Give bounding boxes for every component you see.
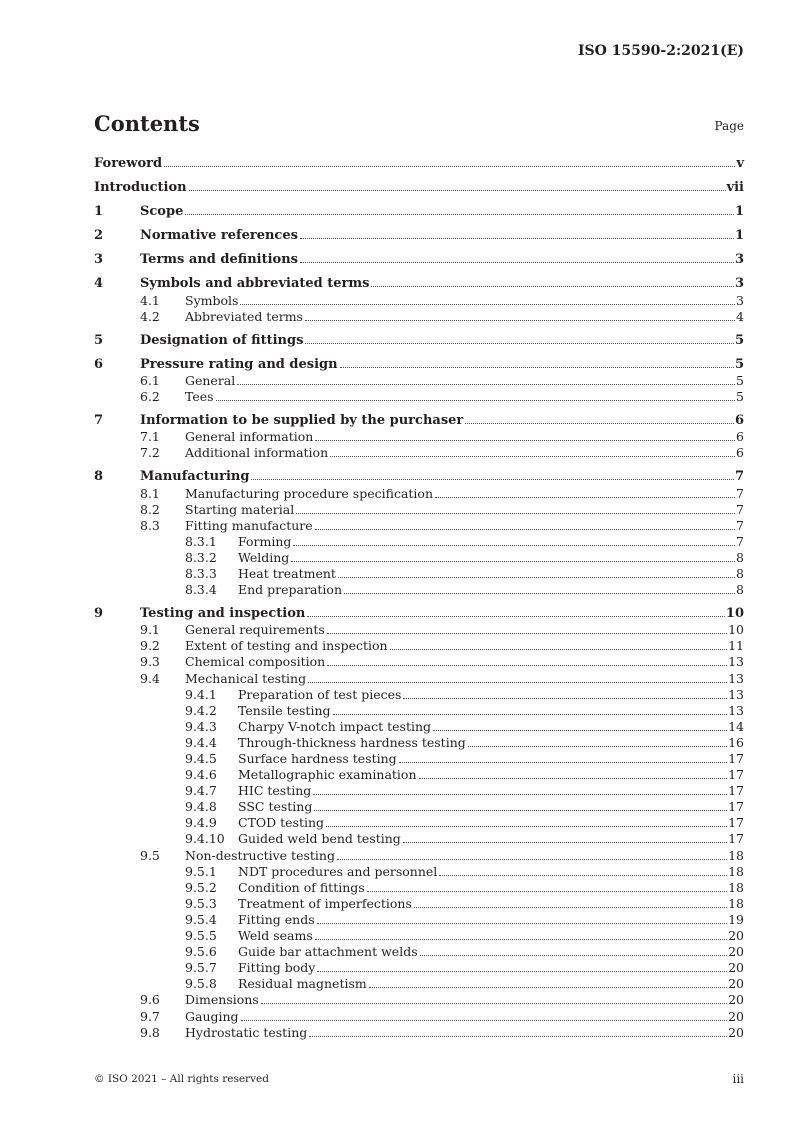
toc-entry-page: 19 (728, 911, 744, 927)
toc-entry[interactable] (94, 654, 744, 670)
table-of-contents (94, 156, 744, 1041)
toc-entry-page: 13 (728, 686, 744, 702)
toc-entry[interactable] (94, 992, 744, 1008)
toc-entry-title: Designation of fittings (140, 332, 304, 348)
toc-entry-number: 8.2 (140, 501, 160, 517)
toc-entry[interactable] (94, 783, 744, 799)
toc-entry-page: 7 (736, 501, 744, 517)
toc-entry[interactable] (94, 518, 744, 534)
toc-entry-number: 9.4.2 (185, 702, 217, 718)
toc-entry[interactable] (94, 912, 744, 928)
toc-entry-title: Extent of testing and inspection (185, 638, 388, 654)
dot-leader (420, 955, 727, 956)
dot-leader (390, 649, 728, 650)
toc-entry-number: 3 (94, 252, 104, 268)
page-column-label: Page (714, 119, 744, 133)
toc-entry-number: 9.5.1 (185, 863, 217, 879)
toc-entry-number: 4.1 (140, 292, 160, 308)
dot-leader (240, 304, 735, 305)
dot-leader (185, 214, 734, 215)
toc-entry-title: Weld seams (238, 928, 313, 944)
toc-entry-page: 6 (734, 413, 744, 429)
toc-entry-page: 6 (736, 429, 744, 445)
toc-entry-number: 9.5 (140, 847, 160, 863)
toc-entry-number: 9.8 (140, 1024, 160, 1040)
toc-entry-number: 9.2 (140, 638, 160, 654)
dot-leader (419, 778, 728, 779)
toc-entry[interactable] (94, 671, 744, 687)
dot-leader (164, 166, 735, 167)
toc-entry-page: 13 (728, 702, 744, 718)
dot-leader (465, 423, 734, 424)
toc-entry-number: 9.4.4 (185, 734, 217, 750)
toc-entry-page: 14 (728, 718, 744, 734)
toc-entry-number: 9.5.7 (185, 960, 217, 976)
toc-entry-page: 5 (734, 356, 744, 372)
toc-entry-page: 10 (725, 606, 744, 622)
toc-entry-page: 5 (734, 332, 744, 348)
toc-entry-page: 3 (734, 252, 744, 268)
toc-entry-title: NDT procedures and personnel (238, 863, 438, 879)
toc-entry-title: Pressure rating and design (140, 356, 338, 372)
toc-entry[interactable] (94, 309, 744, 325)
toc-entry-number: 9.4.7 (185, 783, 217, 799)
toc-entry-number: 7 (94, 413, 104, 429)
dot-leader (305, 320, 735, 321)
toc-entry-number: 9.4.3 (185, 718, 217, 734)
toc-entry[interactable] (94, 486, 744, 502)
toc-entry-number: 9.4.1 (185, 686, 217, 702)
toc-entry-title: Treatment of imperfections (238, 895, 412, 911)
dot-leader (261, 1003, 727, 1004)
toc-entry-title: Symbols and abbreviated terms (140, 276, 370, 292)
toc-entry-number: 9.5.5 (185, 928, 217, 944)
toc-entry-page: 20 (728, 1008, 744, 1024)
toc-entry-title: General (185, 372, 236, 388)
dot-leader (403, 842, 727, 843)
dot-leader (313, 794, 727, 795)
dot-leader (308, 682, 727, 683)
toc-entry[interactable] (94, 960, 744, 976)
toc-entry-page: 10 (728, 622, 744, 638)
toc-entry-page: 7 (736, 485, 744, 501)
toc-entry-page: 1 (734, 228, 744, 244)
toc-entry-title: Introduction (94, 180, 187, 196)
toc-entry[interactable] (94, 976, 744, 992)
toc-entry-page: 20 (728, 944, 744, 960)
toc-entry-title: Charpy V-notch impact testing (238, 718, 432, 734)
toc-entry-title: SSC testing (238, 799, 313, 815)
toc-entry-page: 20 (728, 928, 744, 944)
toc-entry[interactable] (94, 550, 744, 566)
dot-leader (433, 730, 727, 731)
toc-entry-title: Mechanical testing (185, 670, 307, 686)
dot-leader (435, 497, 735, 498)
dot-leader (291, 561, 735, 562)
toc-entry[interactable] (94, 445, 744, 461)
toc-entry-page: 5 (736, 389, 744, 405)
toc-entry-number: 9.6 (140, 992, 160, 1008)
toc-entry[interactable] (94, 767, 744, 783)
toc-entry-title: Testing and inspection (140, 606, 306, 622)
toc-entry-page: 3 (736, 292, 744, 308)
toc-entry[interactable] (94, 622, 744, 638)
toc-entry[interactable] (94, 928, 744, 944)
toc-entry[interactable] (94, 156, 744, 172)
toc-entry-page: 7 (736, 533, 744, 549)
toc-entry-number: 7.1 (140, 429, 160, 445)
toc-entry[interactable] (94, 469, 744, 485)
toc-entry[interactable] (94, 357, 744, 373)
toc-entry-page: 5 (736, 372, 744, 388)
dot-leader (315, 939, 727, 940)
document-id: ISO 15590-2:2021(E) (577, 43, 744, 59)
toc-entry-title: Residual magnetism (238, 976, 367, 992)
toc-entry[interactable] (94, 333, 744, 349)
toc-entry-title: CTOD testing (238, 815, 325, 831)
toc-entry[interactable] (94, 848, 744, 864)
toc-entry-page: 20 (728, 1024, 744, 1040)
toc-entry[interactable] (94, 204, 744, 220)
toc-entry-number: 9.5.3 (185, 895, 217, 911)
page-title: Contents (94, 111, 200, 136)
toc-entry[interactable] (94, 799, 744, 815)
toc-entry[interactable] (94, 566, 744, 582)
toc-entry-number: 4 (94, 276, 104, 292)
toc-entry[interactable] (94, 502, 744, 518)
toc-entry-title: Fitting manufacture (185, 517, 313, 533)
toc-entry[interactable] (94, 582, 744, 598)
dot-leader (367, 891, 727, 892)
toc-entry[interactable] (94, 276, 744, 292)
toc-entry-number: 8.3.1 (185, 533, 217, 549)
toc-entry[interactable] (94, 373, 744, 389)
toc-entry-title: Foreword (94, 156, 163, 171)
toc-entry[interactable] (94, 606, 744, 622)
toc-entry-number: 8 (94, 469, 104, 485)
toc-entry-page: 17 (728, 783, 744, 799)
toc-entry-number: 6.1 (140, 372, 160, 388)
toc-entry[interactable] (94, 751, 744, 767)
toc-entry-number: 9.4.8 (185, 799, 217, 815)
toc-entry-title: Normative references (140, 228, 298, 244)
toc-entry-page: 4 (736, 308, 744, 324)
dot-leader (340, 367, 734, 368)
toc-entry-number: 1 (94, 204, 104, 220)
toc-entry-page: 13 (728, 670, 744, 686)
dot-leader (300, 238, 734, 239)
toc-entry-page: 16 (728, 734, 744, 750)
toc-entry-page: 1 (734, 204, 744, 220)
dot-leader (251, 479, 734, 480)
toc-entry-page: 17 (728, 767, 744, 783)
toc-entry[interactable] (94, 880, 744, 896)
toc-entry-page: 8 (736, 582, 744, 598)
toc-entry-page: 11 (728, 638, 744, 654)
toc-entry-number: 9.5.4 (185, 911, 217, 927)
dot-leader (296, 513, 735, 514)
dot-leader (317, 971, 727, 972)
toc-entry-page: 18 (728, 847, 744, 863)
toc-entry-page: 17 (728, 831, 744, 847)
toc-entry-title: Tensile testing (238, 702, 331, 718)
toc-entry-number: 9.4.6 (185, 767, 217, 783)
dot-leader (369, 987, 727, 988)
toc-entry-page: 17 (728, 751, 744, 766)
toc-entry-page: 20 (728, 992, 744, 1008)
toc-entry-title: Through-thickness hardness testing (238, 734, 466, 750)
toc-entry-title: Forming (238, 533, 292, 549)
toc-entry[interactable] (94, 735, 744, 751)
toc-entry-page: 18 (728, 863, 744, 879)
toc-entry-page: 7 (736, 517, 744, 533)
toc-entry[interactable] (94, 831, 744, 847)
toc-entry-number: 2 (94, 228, 104, 244)
toc-entry-title: Condition of fittings (238, 879, 365, 895)
toc-entry[interactable] (94, 864, 744, 880)
dot-leader (326, 826, 727, 827)
dot-leader (371, 286, 733, 287)
dot-leader (293, 545, 735, 546)
dot-leader (305, 343, 734, 344)
toc-entry-page: 18 (728, 879, 744, 895)
toc-entry[interactable] (94, 1009, 744, 1025)
toc-entry-title: Gauging (185, 1008, 239, 1024)
toc-entry-page: 8 (736, 565, 744, 581)
toc-entry-page: 13 (728, 654, 744, 670)
toc-entry-title: Hydrostatic testing (185, 1024, 308, 1040)
dot-leader (333, 714, 728, 715)
toc-entry[interactable] (94, 389, 744, 405)
toc-entry-page: 20 (728, 976, 744, 992)
toc-entry-title: Surface hardness testing (238, 751, 397, 766)
toc-entry-title: Fitting ends (238, 911, 315, 927)
dot-leader (403, 698, 727, 699)
toc-entry[interactable] (94, 896, 744, 912)
toc-entry-number: 9.4 (140, 670, 160, 686)
dot-leader (317, 923, 727, 924)
toc-entry-page: 6 (736, 445, 744, 461)
dot-leader (216, 400, 735, 401)
toc-entry-title: Fitting body (238, 960, 316, 976)
toc-entry-number: 6.2 (140, 389, 160, 405)
toc-entry[interactable] (94, 815, 744, 831)
toc-entry[interactable] (94, 1025, 744, 1041)
toc-entry-page: 8 (736, 549, 744, 565)
toc-entry-page: 7 (734, 469, 744, 485)
toc-entry-number: 9.5.8 (185, 976, 217, 992)
toc-entry-number: 4.2 (140, 308, 160, 324)
toc-entry-title: Terms and definitions (140, 252, 298, 268)
toc-entry-title: Information to be supplied by the purchaser (140, 413, 464, 429)
dot-leader (327, 633, 727, 634)
toc-entry-title: General information (185, 429, 314, 445)
toc-entry[interactable] (94, 719, 744, 735)
toc-entry-title: End preparation (238, 582, 343, 598)
dot-leader (327, 665, 727, 666)
dot-leader (315, 529, 735, 530)
toc-entry[interactable] (94, 687, 744, 703)
toc-entry-title: Tees (185, 389, 214, 405)
toc-entry[interactable] (94, 638, 744, 654)
toc-entry-title: Abbreviated terms (185, 308, 303, 324)
toc-entry-number: 7.2 (140, 445, 160, 461)
dot-leader (309, 1036, 727, 1037)
toc-entry-number: 6 (94, 356, 104, 372)
toc-entry-number: 9.4.9 (185, 815, 217, 831)
toc-entry-title: Scope (140, 204, 184, 220)
toc-entry[interactable] (94, 944, 744, 960)
toc-entry-title: Dimensions (185, 992, 259, 1008)
dot-leader (439, 875, 727, 876)
toc-entry-title: General requirements (185, 622, 325, 638)
dot-leader (337, 859, 727, 860)
toc-entry-title: Chemical composition (185, 654, 326, 670)
dot-leader (315, 440, 735, 441)
toc-entry[interactable] (94, 293, 744, 309)
toc-entry-number: 9.5.6 (185, 944, 217, 960)
toc-entry-title: Welding (238, 549, 290, 565)
toc-entry-page: 17 (728, 799, 744, 815)
toc-entry-title: Manufacturing procedure specification (185, 485, 434, 501)
dot-leader (307, 616, 725, 617)
toc-entry-page: vii (726, 180, 744, 196)
toc-entry-number: 5 (94, 332, 104, 348)
toc-entry[interactable] (94, 429, 744, 445)
toc-entry-title: HIC testing (238, 783, 312, 799)
dot-leader (314, 810, 727, 811)
toc-entry[interactable] (94, 252, 744, 268)
dot-leader (468, 746, 727, 747)
dot-leader (237, 384, 735, 385)
toc-entry-page: 17 (728, 815, 744, 831)
toc-entry-number: 9.7 (140, 1008, 160, 1024)
toc-entry-number: 8.1 (140, 485, 160, 501)
toc-entry-number: 8.3.3 (185, 565, 217, 581)
toc-entry-title: Metallographic examination (238, 767, 417, 783)
toc-entry[interactable] (94, 180, 744, 196)
toc-entry-number: 9 (94, 606, 104, 622)
page-number: iii (732, 1072, 744, 1086)
toc-entry[interactable] (94, 413, 744, 429)
dot-leader (241, 1020, 728, 1021)
toc-entry-number: 9.4.5 (185, 751, 217, 766)
toc-entry-title: Guided weld bend testing (238, 831, 401, 847)
dot-leader (399, 762, 727, 763)
dot-leader (330, 456, 735, 457)
toc-entry-number: 9.3 (140, 654, 160, 670)
toc-entry-number: 8.3.2 (185, 549, 217, 565)
toc-entry[interactable] (94, 703, 744, 719)
toc-entry-title: Non-destructive testing (185, 847, 335, 863)
toc-entry[interactable] (94, 534, 744, 550)
dot-leader (338, 577, 735, 578)
toc-entry-number: 9.4.10 (185, 831, 225, 847)
copyright-notice: © ISO 2021 – All rights reserved (94, 1073, 269, 1085)
toc-entry-title: Manufacturing (140, 469, 250, 485)
toc-entry-title: Additional information (185, 445, 329, 461)
toc-entry-title: Guide bar attachment welds (238, 944, 418, 960)
toc-entry-number: 9.1 (140, 622, 160, 638)
toc-entry-title: Starting material (185, 501, 295, 517)
toc-entry-page: 18 (728, 895, 744, 911)
toc-entry-number: 8.3.4 (185, 582, 217, 598)
dot-leader (300, 262, 734, 263)
dot-leader (414, 907, 727, 908)
toc-entry-page: 20 (728, 960, 744, 976)
toc-entry-title: Preparation of test pieces (238, 686, 402, 702)
toc-entry-page: 3 (734, 276, 744, 292)
toc-entry-title: Symbols (185, 292, 239, 308)
toc-entry-page: v (736, 156, 744, 171)
toc-entry-number: 9.5.2 (185, 879, 217, 895)
toc-entry[interactable] (94, 228, 744, 244)
dot-leader (344, 593, 735, 594)
toc-entry-title: Heat treatment (238, 565, 336, 581)
toc-entry-number: 8.3 (140, 517, 160, 533)
dot-leader (189, 190, 726, 191)
